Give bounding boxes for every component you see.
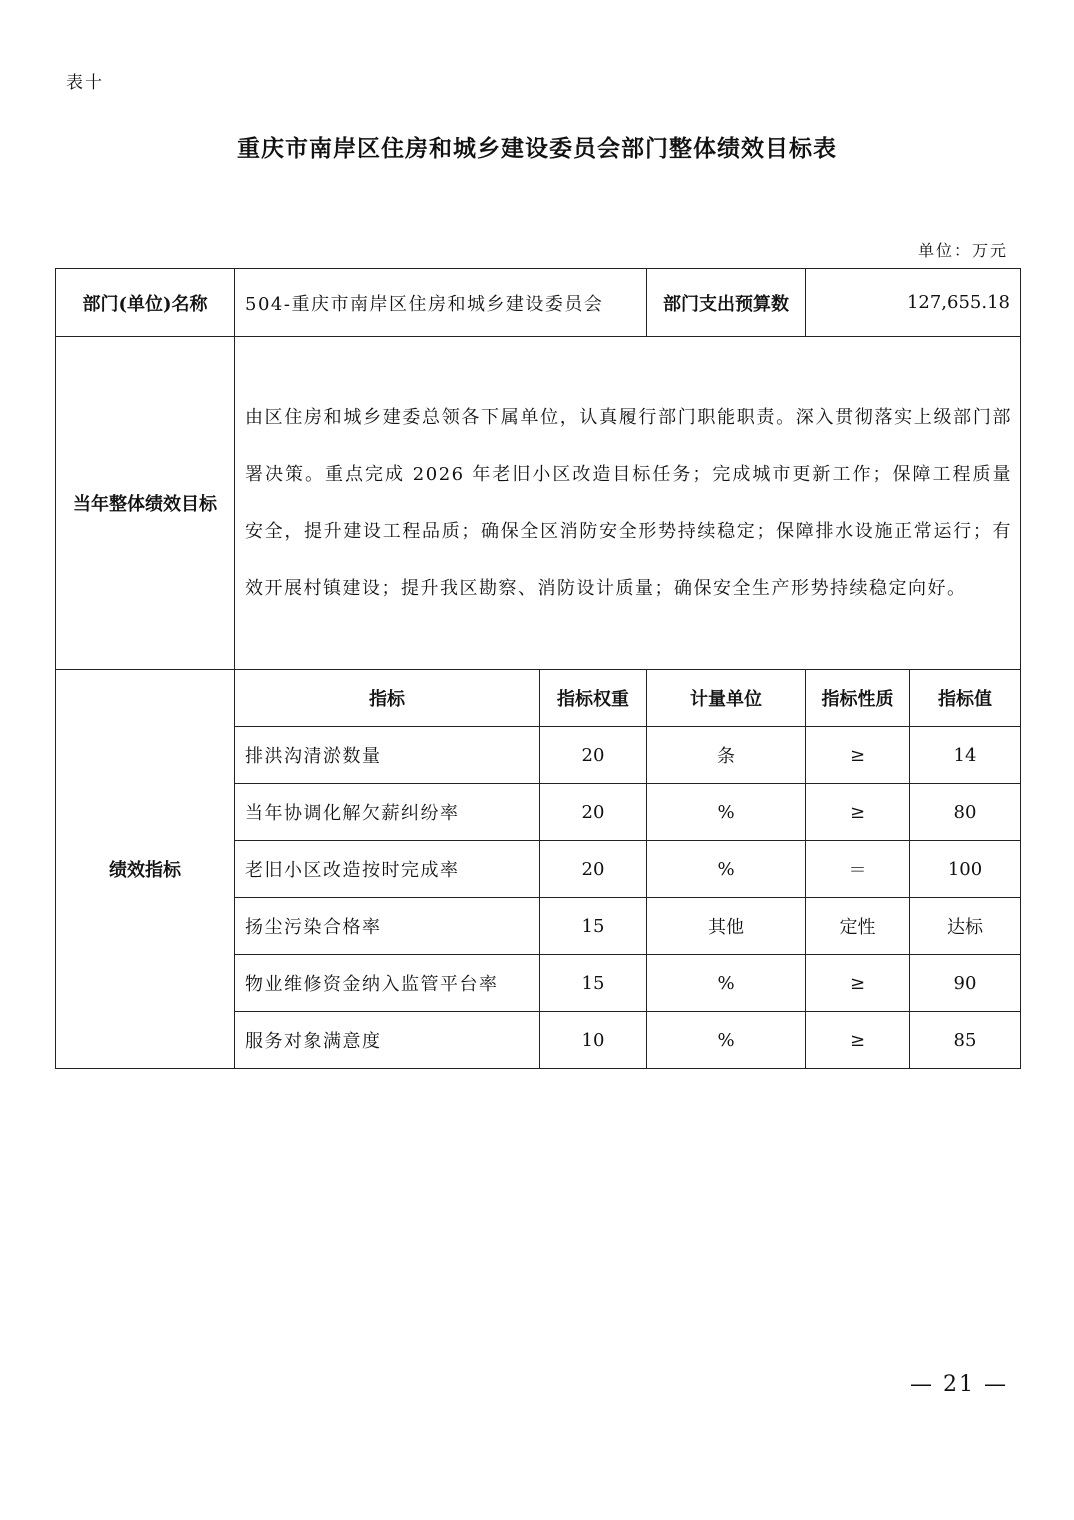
header-unit: 计量单位: [647, 670, 806, 727]
indicator-name: 排洪沟清淤数量: [235, 727, 540, 784]
indicator-name: 当年协调化解欠薪纠纷率: [235, 784, 540, 841]
page-title: 重庆市南岸区住房和城乡建设委员会部门整体绩效目标表: [237, 135, 837, 162]
indicator-unit: %: [647, 784, 806, 841]
dept-name-label: 部门(单位)名称: [56, 269, 235, 337]
indicator-weight: 15: [540, 898, 647, 955]
indicator-weight: 20: [540, 727, 647, 784]
unit-note: 单位：万元: [917, 241, 1008, 260]
indicator-value: 14: [910, 727, 1021, 784]
indicator-name: 老旧小区改造按时完成率: [235, 841, 540, 898]
indicator-unit: 条: [647, 727, 806, 784]
indicator-value: 80: [910, 784, 1021, 841]
indicator-weight: 20: [540, 841, 647, 898]
indicator-unit: 其他: [647, 898, 806, 955]
goal-text: 由区住房和城乡建委总领各下属单位，认真履行部门职能职责。深入贯彻落实上级部门部署决策。重点完成 2026 年老旧小区改造目标任务；完成城市更新工作；保障工程质量安全，提升建设工程品质；确保全区消防安全形势持续稳定；保障排水设施正常运行；有效开展村镇建设；提升我区勘察、消防设计质量；确保安全生产形势持续稳定向好。: [235, 337, 1021, 670]
goal-row: [56, 337, 1021, 670]
indicator-nature: 定性: [806, 898, 910, 955]
indicator-unit: %: [647, 1012, 806, 1069]
indicator-nature: ≥: [806, 727, 910, 784]
indicator-value: 85: [910, 1012, 1021, 1069]
indicator-section-label: 绩效指标: [56, 670, 235, 1069]
indicator-weight: 10: [540, 1012, 647, 1069]
indicator-name: 物业维修资金纳入监管平台率: [235, 955, 540, 1012]
header-nature: 指标性质: [806, 670, 910, 727]
indicator-value: 达标: [910, 898, 1021, 955]
header-value: 指标值: [910, 670, 1021, 727]
goal-label: 当年整体绩效目标: [56, 337, 235, 670]
indicator-nature: ≥: [806, 1012, 910, 1069]
indicator-name: 服务对象满意度: [235, 1012, 540, 1069]
indicator-nature: ≥: [806, 955, 910, 1012]
indicator-value: 90: [910, 955, 1021, 1012]
indicator-nature: ＝: [806, 841, 910, 898]
indicator-name: 扬尘污染合格率: [235, 898, 540, 955]
table-label: 表十: [66, 73, 104, 93]
performance-table: [55, 268, 1021, 1069]
dept-name-value: 504-重庆市南岸区住房和城乡建设委员会: [235, 269, 647, 337]
indicator-weight: 20: [540, 784, 647, 841]
header-weight: 指标权重: [540, 670, 647, 727]
indicator-unit: %: [647, 955, 806, 1012]
dept-row: [56, 269, 1021, 337]
budget-value: 127,655.18: [806, 269, 1021, 337]
indicator-value: 100: [910, 841, 1021, 898]
header-indicator: 指标: [235, 670, 540, 727]
indicator-nature: ≥: [806, 784, 910, 841]
indicator-unit: %: [647, 841, 806, 898]
budget-label: 部门支出预算数: [647, 269, 806, 337]
page-number: — 21 —: [910, 1372, 1008, 1397]
indicator-weight: 15: [540, 955, 647, 1012]
indicator-header-row: [56, 670, 1021, 727]
